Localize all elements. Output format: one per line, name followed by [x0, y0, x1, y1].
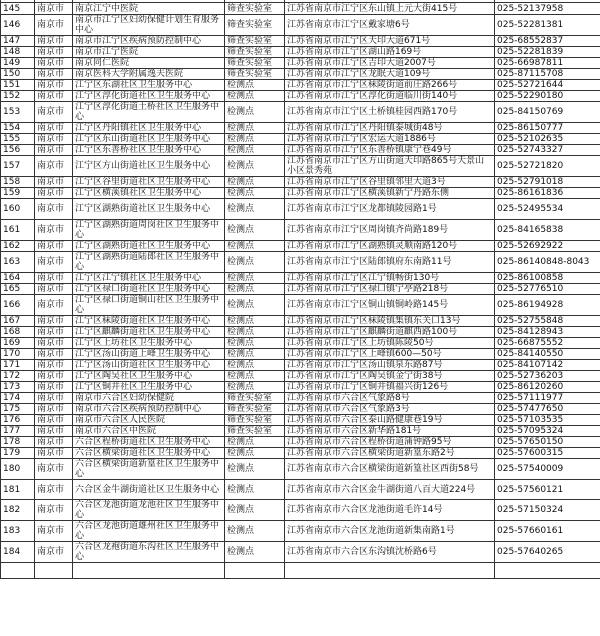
row-number: 153: [1, 102, 35, 123]
city-cell: 南京市: [35, 480, 73, 500]
row-number: 161: [1, 220, 35, 241]
site-type-cell: 检测点: [225, 371, 285, 382]
institution-name-cell: 南京同仁医院: [73, 58, 225, 69]
row-number: 154: [1, 123, 35, 134]
phone-cell: 025-52755848: [495, 316, 600, 327]
city-cell: 南京市: [35, 273, 73, 284]
institution-name-cell: 六合区横梁街道社区卫生服务中心: [73, 448, 225, 459]
row-number: 176: [1, 415, 35, 426]
row-number: 151: [1, 80, 35, 91]
table-row: [1, 69, 600, 80]
address-cell: 江苏省南京市六合区程桥街道蒲钟路95号: [285, 437, 495, 448]
table-row: [1, 199, 600, 220]
row-number: 159: [1, 188, 35, 199]
institution-name-cell: 六合区程桥街道社区卫生服务中心: [73, 437, 225, 448]
table-row: [1, 500, 600, 521]
address-cell: 江苏省南京市六合区龙池街道毛许14号: [285, 500, 495, 521]
table-body: [1, 0, 600, 579]
row-number: 179: [1, 448, 35, 459]
city-cell: 南京市: [35, 3, 73, 15]
city-cell: 南京市: [35, 415, 73, 426]
phone-cell: 025-52743327: [495, 145, 600, 156]
address-cell: 江苏省南京市江宁区方山街道天印路865号天景山小区景秀苑: [285, 156, 495, 177]
row-number: 150: [1, 69, 35, 80]
table-row: [1, 327, 600, 338]
city-cell: 南京市: [35, 177, 73, 188]
row-number: 149: [1, 58, 35, 69]
city-cell: 南京市: [35, 382, 73, 393]
site-type-cell: 检测点: [225, 295, 285, 316]
institution-name-cell: 江宁区秣陵街道社区卫生服务中心: [73, 316, 225, 327]
row-number: 160: [1, 199, 35, 220]
table-row: [1, 404, 600, 415]
city-cell: 南京市: [35, 80, 73, 91]
site-type-cell: 检测点: [225, 123, 285, 134]
phone-cell: 025-86194928: [495, 295, 600, 316]
institution-name-cell: 江宁区铜井社区卫生服务中心: [73, 382, 225, 393]
site-type-cell: 筛查实验室: [225, 69, 285, 80]
phone-cell: 025-86120260: [495, 382, 600, 393]
institution-name-cell: 南京市六合区妇幼保健院: [73, 393, 225, 404]
institution-name-cell: 江宁区湖熟街道社区卫生服务中心: [73, 241, 225, 252]
institution-name-cell: 江宁区淳化街道土桥社区卫生服务中心: [73, 102, 225, 123]
table-row: [1, 177, 600, 188]
row-number: 171: [1, 360, 35, 371]
site-type-cell: 检测点: [225, 500, 285, 521]
city-cell: 南京市: [35, 36, 73, 47]
phone-cell: 025-52721820: [495, 156, 600, 177]
institution-name-cell: 江宁区东湖社区卫生服务中心: [73, 80, 225, 91]
institution-name-cell: 南京医科大学附属逸夫医院: [73, 69, 225, 80]
site-type-cell: 检测点: [225, 327, 285, 338]
institution-name-cell: 南京市六合区中医院: [73, 426, 225, 437]
table-row: [1, 273, 600, 284]
site-type-cell: 检测点: [225, 349, 285, 360]
city-cell: 南京市: [35, 521, 73, 542]
address-cell: 江苏省南京市江宁区东山镇上元大街415号: [285, 3, 495, 15]
city-cell: 南京市: [35, 338, 73, 349]
table-row: [1, 459, 600, 480]
address-cell: 江苏省南京市江宁区秣陵镇集镇东关口13号: [285, 316, 495, 327]
site-type-cell: 筛查实验室: [225, 404, 285, 415]
table-row: [1, 542, 600, 563]
phone-cell: 025-57560121: [495, 480, 600, 500]
site-type-cell: 检测点: [225, 284, 285, 295]
address-cell: 江苏省南京市六合区气象路3号: [285, 404, 495, 415]
institution-name-cell: 江宁区东善桥社区卫生服务中心: [73, 145, 225, 156]
phone-cell: 025-57660161: [495, 521, 600, 542]
site-type-cell: 检测点: [225, 134, 285, 145]
address-cell: 江苏省南京市江宁区宏运大道1886号: [285, 134, 495, 145]
city-cell: 南京市: [35, 284, 73, 295]
phone-cell: 025-52721644: [495, 80, 600, 91]
row-number: 174: [1, 393, 35, 404]
address-cell: 江苏省南京市六合区气象路8号: [285, 393, 495, 404]
address-cell: 江苏省南京市江宁区龙眠大道109号: [285, 69, 495, 80]
phone-cell: 025-57650150: [495, 437, 600, 448]
row-number: 145: [1, 3, 35, 15]
table-row: [1, 393, 600, 404]
row-number: 162: [1, 241, 35, 252]
institution-name-cell: 六合区龙池街道雄州社区卫生服务中心: [73, 521, 225, 542]
table-row: [1, 15, 600, 36]
city-cell: 南京市: [35, 15, 73, 36]
address-cell: 江苏省南京市江宁区吉印大道2007号: [285, 58, 495, 69]
table-row: [1, 47, 600, 58]
site-type-cell: 检测点: [225, 448, 285, 459]
address-cell: 江苏省南京市江宁区陶吴镇金宁街38号: [285, 371, 495, 382]
phone-cell: 025-86161836: [495, 188, 600, 199]
address-cell: 江苏省南京市江宁区麒麟街道麒西路100号: [285, 327, 495, 338]
table-row: [1, 371, 600, 382]
institution-name-cell: 南京江宁中医院: [73, 3, 225, 15]
site-type-cell: 检测点: [225, 199, 285, 220]
institution-name-cell: 江宁区方山街道社区卫生服务中心: [73, 156, 225, 177]
phone-cell: 025-57477650: [495, 404, 600, 415]
table-row: [1, 349, 600, 360]
institution-name-cell: 江宁区禄口街道社区卫生服务中心: [73, 284, 225, 295]
institution-name-cell: 江宁区湖熟街道陆郎社区卫生服务中心: [73, 252, 225, 273]
address-cell: 江苏省南京市江宁区禄口镇宁亭路218号: [285, 284, 495, 295]
address-cell: 江苏省南京市江宁区天印大道671号: [285, 36, 495, 47]
row-number: 164: [1, 273, 35, 284]
address-cell: 江苏省南京市六合区泰山路健康巷19号: [285, 415, 495, 426]
site-type-cell: 检测点: [225, 480, 285, 500]
city-cell: 南京市: [35, 91, 73, 102]
row-number: 158: [1, 177, 35, 188]
address-cell: 江苏省南京市江宁区湖山路169号: [285, 47, 495, 58]
table-row: [1, 91, 600, 102]
row-number: 177: [1, 426, 35, 437]
phone-cell: 025-52776510: [495, 284, 600, 295]
phone-cell: 025-86150777: [495, 123, 600, 134]
institution-name-cell: 六合区龙池街道龙池社区卫生服务中心: [73, 500, 225, 521]
address-cell: 江苏省南京市江宁区东善桥镇康宁巷49号: [285, 145, 495, 156]
site-type-cell: 筛查实验室: [225, 15, 285, 36]
city-cell: 南京市: [35, 542, 73, 563]
city-cell: 南京市: [35, 448, 73, 459]
institution-name-cell: 江宁区汤山街道上峰卫生服务中心: [73, 349, 225, 360]
row-number: 182: [1, 500, 35, 521]
row-number: 170: [1, 349, 35, 360]
phone-cell: 025-68552837: [495, 36, 600, 47]
institution-name-cell: 江宁区麒麟街道社区卫生服务中心: [73, 327, 225, 338]
row-number: 166: [1, 295, 35, 316]
phone-cell: 025-52736203: [495, 371, 600, 382]
site-type-cell: 检测点: [225, 241, 285, 252]
table-row: [1, 437, 600, 448]
phone-cell: 025-84165838: [495, 220, 600, 241]
row-number: [1, 563, 35, 579]
institution-name-cell: 六合区横梁街道新篁社区卫生服务中心: [73, 459, 225, 480]
table-row: [1, 316, 600, 327]
site-type-cell: 检测点: [225, 220, 285, 241]
site-type-cell: 筛查实验室: [225, 3, 285, 15]
address-cell: 江苏省南京市江宁区横溪镇新宁丹路东侧: [285, 188, 495, 199]
institution-name-cell: 江宁区谷里街道社区卫生服务中心: [73, 177, 225, 188]
table-row: [1, 338, 600, 349]
site-type-cell: 筛查实验室: [225, 36, 285, 47]
site-type-cell: 检测点: [225, 437, 285, 448]
table-row: [1, 382, 600, 393]
address-cell: 江苏省南京市江宁区秣陵街道前庄路266号: [285, 80, 495, 91]
site-type-cell: 筛查实验室: [225, 58, 285, 69]
phone-cell: 025-57095324: [495, 426, 600, 437]
phone-cell: 025-52137958: [495, 3, 600, 15]
phone-cell: 025-86100858: [495, 273, 600, 284]
row-number: 167: [1, 316, 35, 327]
city-cell: 南京市: [35, 404, 73, 415]
institution-name-cell: 南京市六合区疾病预防控制中心: [73, 404, 225, 415]
institution-name-cell: 南京市六合区人民医院: [73, 415, 225, 426]
institution-name-cell: 南京市江宁医院: [73, 47, 225, 58]
institution-name-cell: 六合区龙袍街道东沟社区卫生服务中心: [73, 542, 225, 563]
city-cell: 南京市: [35, 327, 73, 338]
city-cell: 南京市: [35, 220, 73, 241]
address-cell: 江苏省南京市江宁区周岗镇齐尚路189号: [285, 220, 495, 241]
city-cell: 南京市: [35, 69, 73, 80]
site-type-cell: 检测点: [225, 252, 285, 273]
site-type-cell: 检测点: [225, 80, 285, 91]
site-type-cell: 筛查实验室: [225, 393, 285, 404]
row-number: 147: [1, 36, 35, 47]
city-cell: 南京市: [35, 241, 73, 252]
row-number: 184: [1, 542, 35, 563]
table-row: [1, 188, 600, 199]
institution-name-cell: 江宁区上坊社区卫生服务中心: [73, 338, 225, 349]
city-cell: 南京市: [35, 123, 73, 134]
site-type-cell: 检测点: [225, 91, 285, 102]
phone-cell: 025-52102635: [495, 134, 600, 145]
city-cell: 南京市: [35, 500, 73, 521]
row-number: 180: [1, 459, 35, 480]
address-cell: [285, 563, 495, 579]
institution-name-cell: 江宁区湖熟街道社区卫生服务中心: [73, 199, 225, 220]
institution-name-cell: 江宁区丹阳镇社区卫生服务中心: [73, 123, 225, 134]
city-cell: 南京市: [35, 102, 73, 123]
phone-cell: 025-52281839: [495, 47, 600, 58]
city-cell: 南京市: [35, 371, 73, 382]
city-cell: 南京市: [35, 156, 73, 177]
table-row: [1, 220, 600, 241]
institution-name-cell: 江宁区汤山街道社区卫生服务中心: [73, 360, 225, 371]
city-cell: 南京市: [35, 426, 73, 437]
site-type-cell: 筛查实验室: [225, 47, 285, 58]
row-number: 169: [1, 338, 35, 349]
table-row: [1, 36, 600, 47]
table-row: [1, 521, 600, 542]
table-row: [1, 58, 600, 69]
address-cell: 江苏省南京市江宁区铜山镇铜岭路145号: [285, 295, 495, 316]
address-cell: 江苏省南京市江宁区戴家塘6号: [285, 15, 495, 36]
city-cell: 南京市: [35, 188, 73, 199]
phone-cell: [495, 563, 600, 579]
table-row: [1, 3, 600, 15]
phone-cell: 025-57600315: [495, 448, 600, 459]
phone-cell: 025-52290180: [495, 91, 600, 102]
table-row: [1, 252, 600, 273]
site-type-cell: 筛查实验室: [225, 426, 285, 437]
table-row: [1, 134, 600, 145]
phone-cell: 025-52281381: [495, 15, 600, 36]
city-cell: 南京市: [35, 360, 73, 371]
site-type-cell: 检测点: [225, 145, 285, 156]
city-cell: 南京市: [35, 145, 73, 156]
table-row: [1, 480, 600, 500]
city-cell: 南京市: [35, 134, 73, 145]
table-row: [1, 415, 600, 426]
phone-cell: 025-52495534: [495, 199, 600, 220]
site-type-cell: 检测点: [225, 542, 285, 563]
site-type-cell: 检测点: [225, 156, 285, 177]
institution-name-cell: 南京市江宁区妇幼保健计划生育服务中心: [73, 15, 225, 36]
phone-cell: 025-57111977: [495, 393, 600, 404]
city-cell: 南京市: [35, 295, 73, 316]
row-number: 146: [1, 15, 35, 36]
institution-name-cell: 江宁区湖熟街道周岗社区卫生服务中心: [73, 220, 225, 241]
address-cell: 江苏省南京市江宁区陆郎镇府东南路11号: [285, 252, 495, 273]
city-cell: 南京市: [35, 393, 73, 404]
phone-cell: 025-57150324: [495, 500, 600, 521]
institution-name-cell: 江宁区横溪镇社区卫生服务中心: [73, 188, 225, 199]
city-cell: 南京市: [35, 349, 73, 360]
site-type-cell: 检测点: [225, 102, 285, 123]
phone-cell: 025-66875552: [495, 338, 600, 349]
address-cell: 江苏省南京市江宁区丹阳镇泰城街48号: [285, 123, 495, 134]
phone-cell: 025-84140550: [495, 349, 600, 360]
table-row: [1, 145, 600, 156]
institution-name-cell: 江宁区江宁镇社区卫生服务中心: [73, 273, 225, 284]
site-type-cell: 检测点: [225, 521, 285, 542]
row-number: 155: [1, 134, 35, 145]
site-type-cell: 检测点: [225, 316, 285, 327]
site-type-cell: 检测点: [225, 273, 285, 284]
table-row: [1, 241, 600, 252]
institution-name-cell: 南京市江宁区疾病预防控制中心: [73, 36, 225, 47]
city-cell: 南京市: [35, 252, 73, 273]
city-cell: 南京市: [35, 437, 73, 448]
phone-cell: 025-52692922: [495, 241, 600, 252]
row-number: 173: [1, 382, 35, 393]
site-type-cell: 检测点: [225, 338, 285, 349]
institution-name-cell: [73, 563, 225, 579]
row-number: 168: [1, 327, 35, 338]
row-number: 163: [1, 252, 35, 273]
phone-cell: 025-84107142: [495, 360, 600, 371]
row-number: 181: [1, 480, 35, 500]
row-number: 172: [1, 371, 35, 382]
phone-cell: 025-84128943: [495, 327, 600, 338]
table-row: [1, 448, 600, 459]
row-number: 175: [1, 404, 35, 415]
row-number: 152: [1, 91, 35, 102]
address-cell: 江苏省南京市江宁区淳化街道临川街140号: [285, 91, 495, 102]
site-type-cell: [225, 563, 285, 579]
phone-cell: 025-87115708: [495, 69, 600, 80]
address-cell: 江苏省南京市江宁区湖熟镇灵顺南路120号: [285, 241, 495, 252]
institution-name-cell: 江宁区陶吴社区卫生服务中心: [73, 371, 225, 382]
institution-name-cell: 六合区金牛湖街道社区卫生服务中心: [73, 480, 225, 500]
phone-cell: 025-57640265: [495, 542, 600, 563]
address-cell: 江苏省南京市江宁区上坊镇陈陵50号: [285, 338, 495, 349]
site-type-cell: 检测点: [225, 382, 285, 393]
phone-cell: 025-86140848-8043: [495, 252, 600, 273]
city-cell: [35, 563, 73, 579]
site-type-cell: 检测点: [225, 188, 285, 199]
site-type-cell: 筛查实验室: [225, 415, 285, 426]
table-row: [1, 284, 600, 295]
site-type-cell: 检测点: [225, 459, 285, 480]
row-number: 157: [1, 156, 35, 177]
phone-cell: 025-57540009: [495, 459, 600, 480]
address-cell: 江苏省南京市六合区横梁街道新篁东路2号: [285, 448, 495, 459]
table-row: [1, 123, 600, 134]
address-cell: 江苏省南京市六合区龙池街道新集南路1号: [285, 521, 495, 542]
city-cell: 南京市: [35, 459, 73, 480]
address-cell: 江苏省南京市六合区横梁街道新篁社区西街58号: [285, 459, 495, 480]
address-cell: 江苏省南京市江宁区铜井镇福兴街126号: [285, 382, 495, 393]
site-type-cell: 检测点: [225, 177, 285, 188]
address-cell: 江苏省南京市江宁区土桥镇桂园西路170号: [285, 102, 495, 123]
phone-cell: 025-52791018: [495, 177, 600, 188]
table-row: [1, 426, 600, 437]
address-cell: 江苏省南京市六合区金牛湖街道八百大道224号: [285, 480, 495, 500]
row-number: 183: [1, 521, 35, 542]
phone-cell: 025-57103535: [495, 415, 600, 426]
city-cell: 南京市: [35, 47, 73, 58]
city-cell: 南京市: [35, 58, 73, 69]
table-row: [1, 156, 600, 177]
table-row: [1, 563, 600, 579]
address-cell: 江苏省南京市六合区东沟镇沈桥路6号: [285, 542, 495, 563]
row-number: 165: [1, 284, 35, 295]
table-row: [1, 360, 600, 371]
table-row: [1, 80, 600, 91]
address-cell: 江苏省南京市江宁区上峰镇600—50号: [285, 349, 495, 360]
table-row: [1, 102, 600, 123]
city-cell: 南京市: [35, 316, 73, 327]
row-number: 178: [1, 437, 35, 448]
phone-cell: 025-66987811: [495, 58, 600, 69]
address-cell: 江苏省南京市江宁区汤山镇泉东路87号: [285, 360, 495, 371]
row-number: 156: [1, 145, 35, 156]
site-type-cell: 检测点: [225, 360, 285, 371]
address-cell: 江苏省南京市六合区新华路181号: [285, 426, 495, 437]
phone-cell: 025-84150769: [495, 102, 600, 123]
institution-name-cell: 江宁区淳化街道社区卫生服务中心: [73, 91, 225, 102]
address-cell: 江苏省南京市江宁区谷里镇邻里大道3号: [285, 177, 495, 188]
row-number: 148: [1, 47, 35, 58]
address-cell: 江苏省南京市江宁区江宁镇畅街130号: [285, 273, 495, 284]
institution-name-cell: 江宁区东山街道社区卫生服务中心: [73, 134, 225, 145]
institution-name-cell: 江宁区禄口街道铜山社区卫生服务中心: [73, 295, 225, 316]
table-row: [1, 295, 600, 316]
address-cell: 江苏省南京市江宁区龙都镇陵园路1号: [285, 199, 495, 220]
city-cell: 南京市: [35, 199, 73, 220]
